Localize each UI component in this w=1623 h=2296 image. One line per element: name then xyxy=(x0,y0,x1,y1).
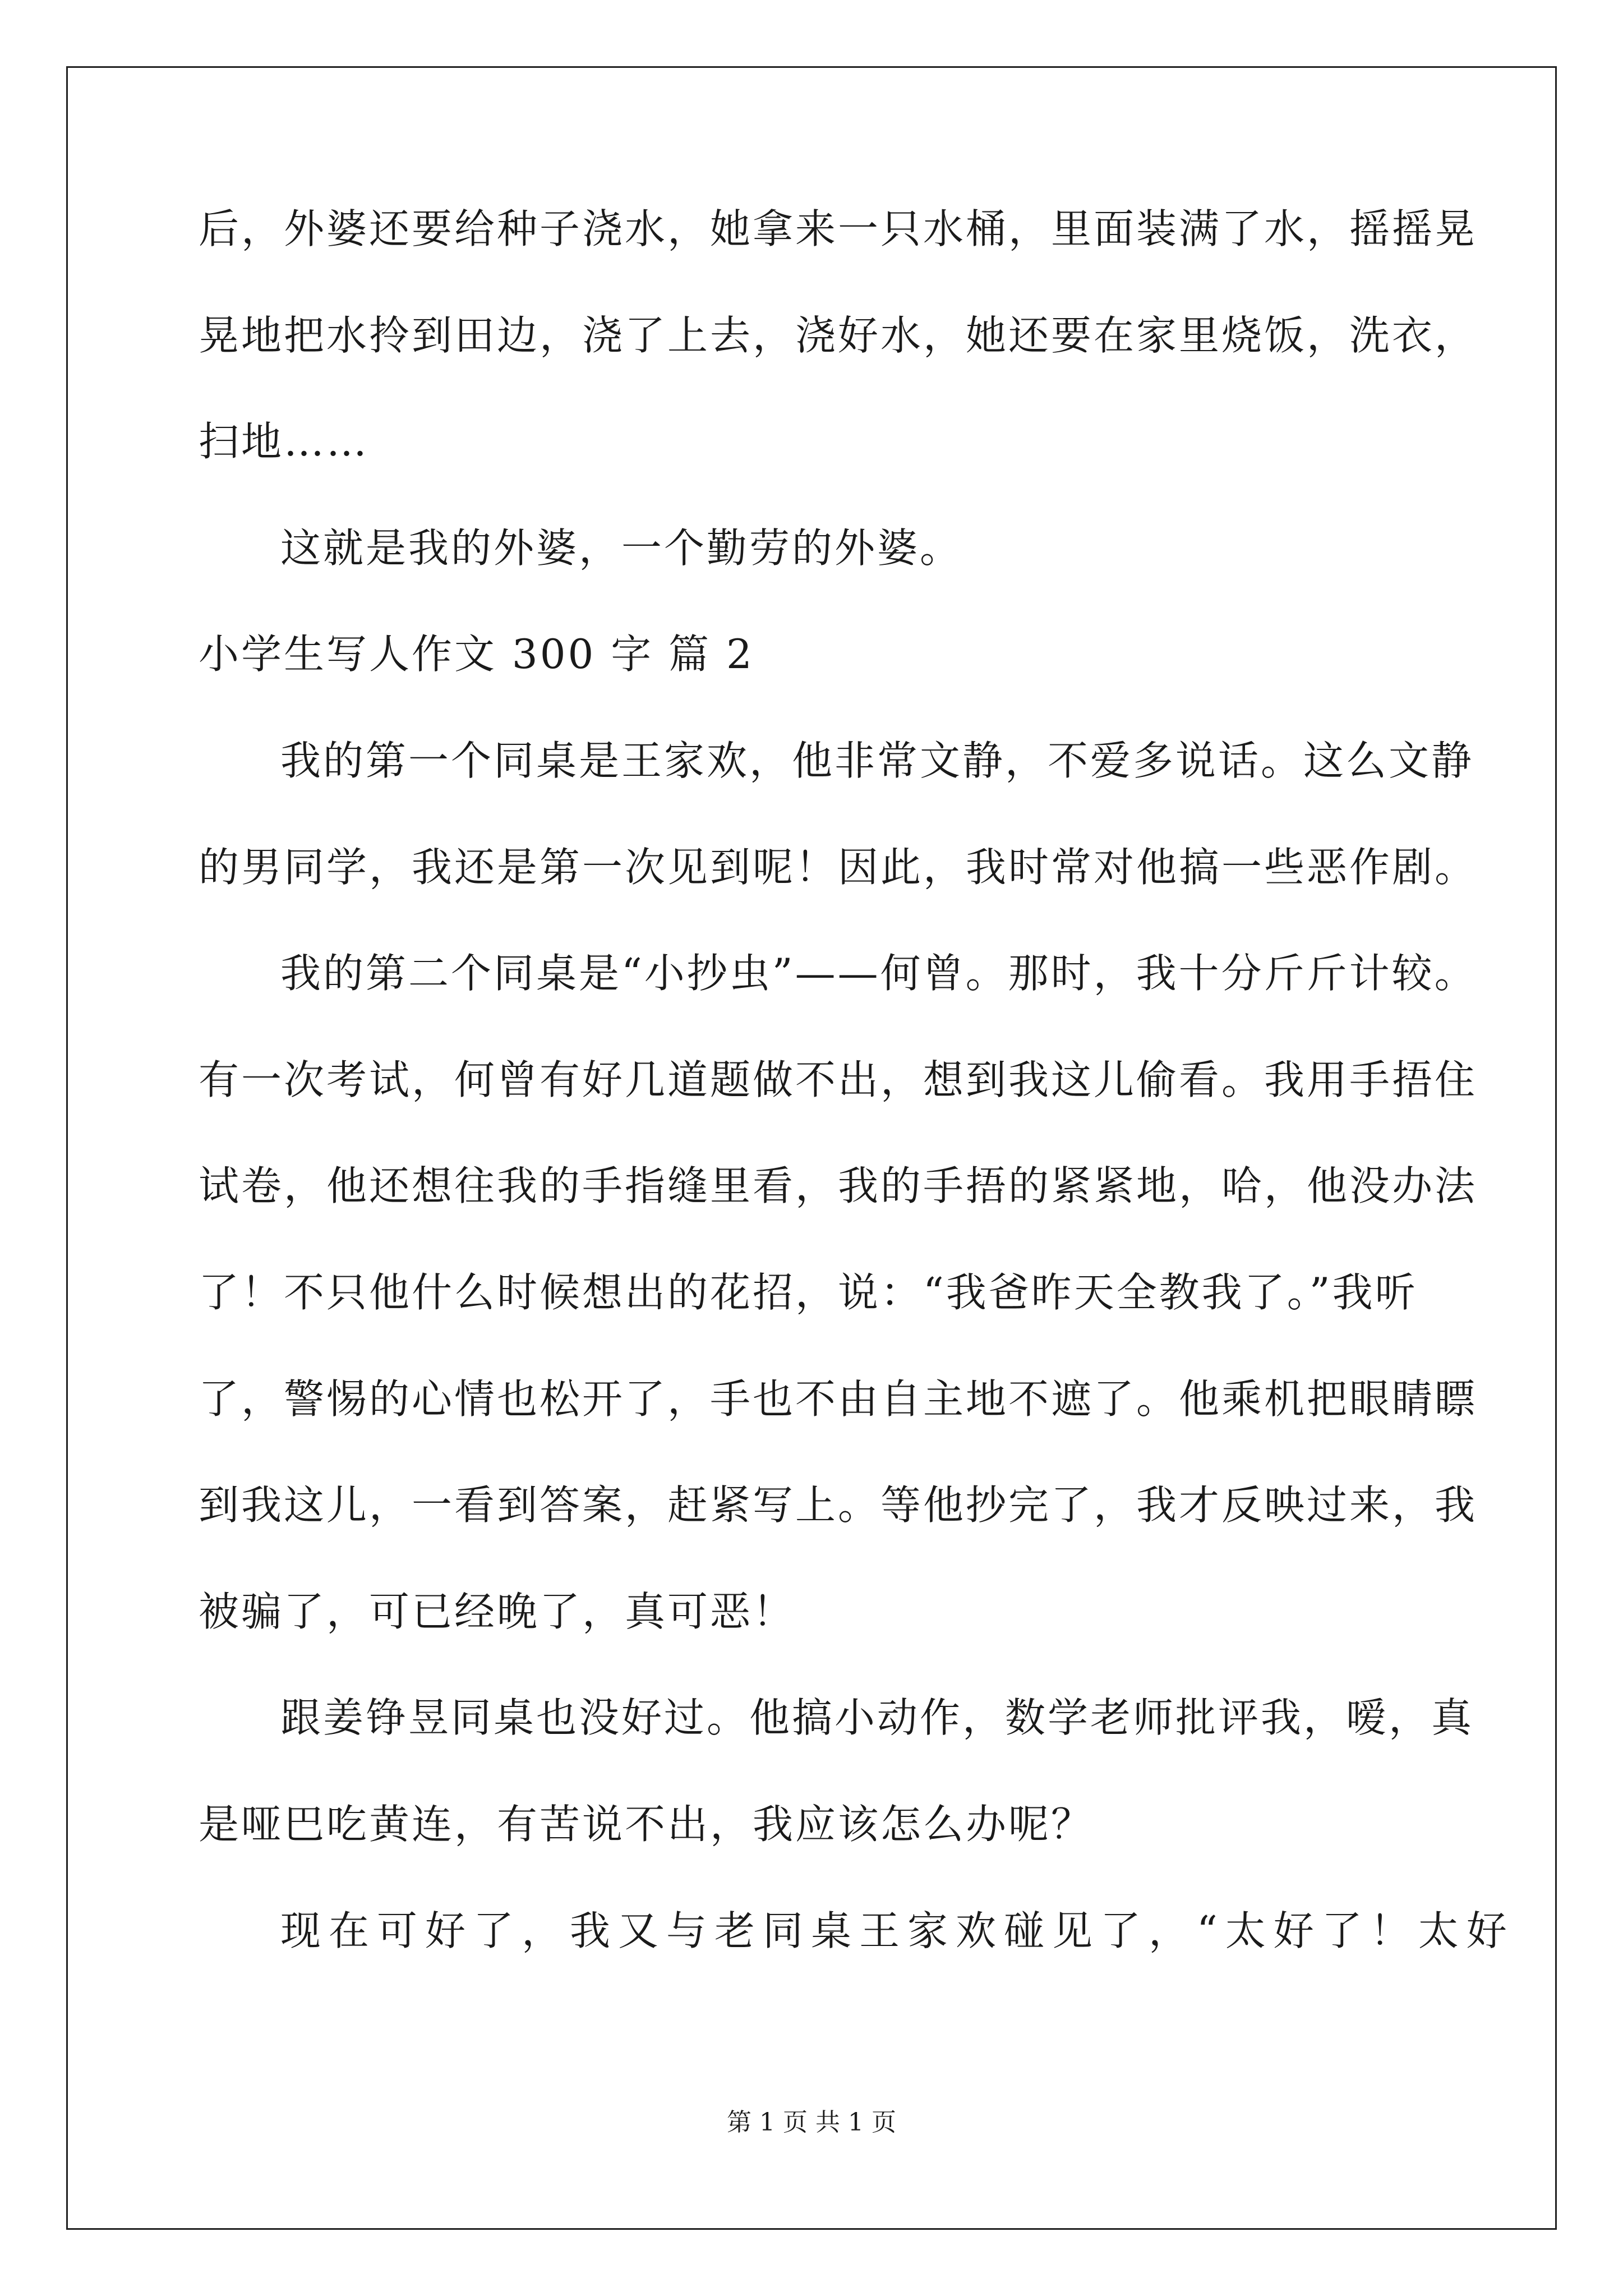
paragraph-line: 了！不只他什么时候想出的花招，说：“我爸昨天全教我了。”我听 xyxy=(199,1268,1418,1316)
paragraph-line: 我的第一个同桌是王家欢，他非常文静，不爱多说话。这么文静 xyxy=(280,737,1474,784)
paragraph-line: 的男同学，我还是第一次见到呢！因此，我时常对他搞一些恶作剧。 xyxy=(199,843,1478,891)
paragraph-line: 了，警惕的心情也松开了，手也不由自主地不遮了。他乘机把眼睛瞟 xyxy=(199,1375,1478,1423)
paragraph-line: 晃地把水拎到田边，浇了上去，浇好水，她还要在家里烧饭，洗衣， xyxy=(199,311,1478,359)
paragraph-line: 试卷，他还想往我的手指缝里看，我的手捂的紧紧地，哈，他没办法 xyxy=(199,1162,1478,1210)
paragraph-line: 到我这儿，一看到答案，赶紧写上。等他抄完了，我才反映过来，我 xyxy=(199,1481,1478,1529)
paragraph-line: 扫地…… xyxy=(199,418,370,466)
page-footer: 第 1 页 共 1 页 xyxy=(727,2108,896,2137)
section-heading: 小学生写人作文 300 字 篇 2 xyxy=(199,631,754,678)
paragraph-line: 跟姜铮昱同桌也没好过。他搞小动作，数学老师批评我，嗳，真 xyxy=(280,1694,1474,1742)
paragraph-line: 现在可好了，我又与老同桌王家欢碰见了，“太好了！太好 xyxy=(280,1907,1515,1954)
paragraph-line: 是哑巴吃黄连，有苦说不出，我应该怎么办呢？ xyxy=(199,1800,1094,1848)
document-body xyxy=(199,205,1515,2017)
paragraph-line: 被骗了，可已经晚了，真可恶！ xyxy=(199,1588,796,1635)
paragraph-line: 我的第二个同桌是“小抄虫”——何曾。那时，我十分斤斤计较。 xyxy=(280,950,1477,997)
paragraph-line: 有一次考试，何曾有好几道题做不出，想到我这儿偷看。我用手捂住 xyxy=(199,1056,1478,1103)
paragraph-line: 后，外婆还要给种子浇水，她拿来一只水桶，里面装满了水，摇摇晃 xyxy=(199,205,1478,252)
paragraph-line: 这就是我的外婆，一个勤劳的外婆。 xyxy=(280,524,963,572)
